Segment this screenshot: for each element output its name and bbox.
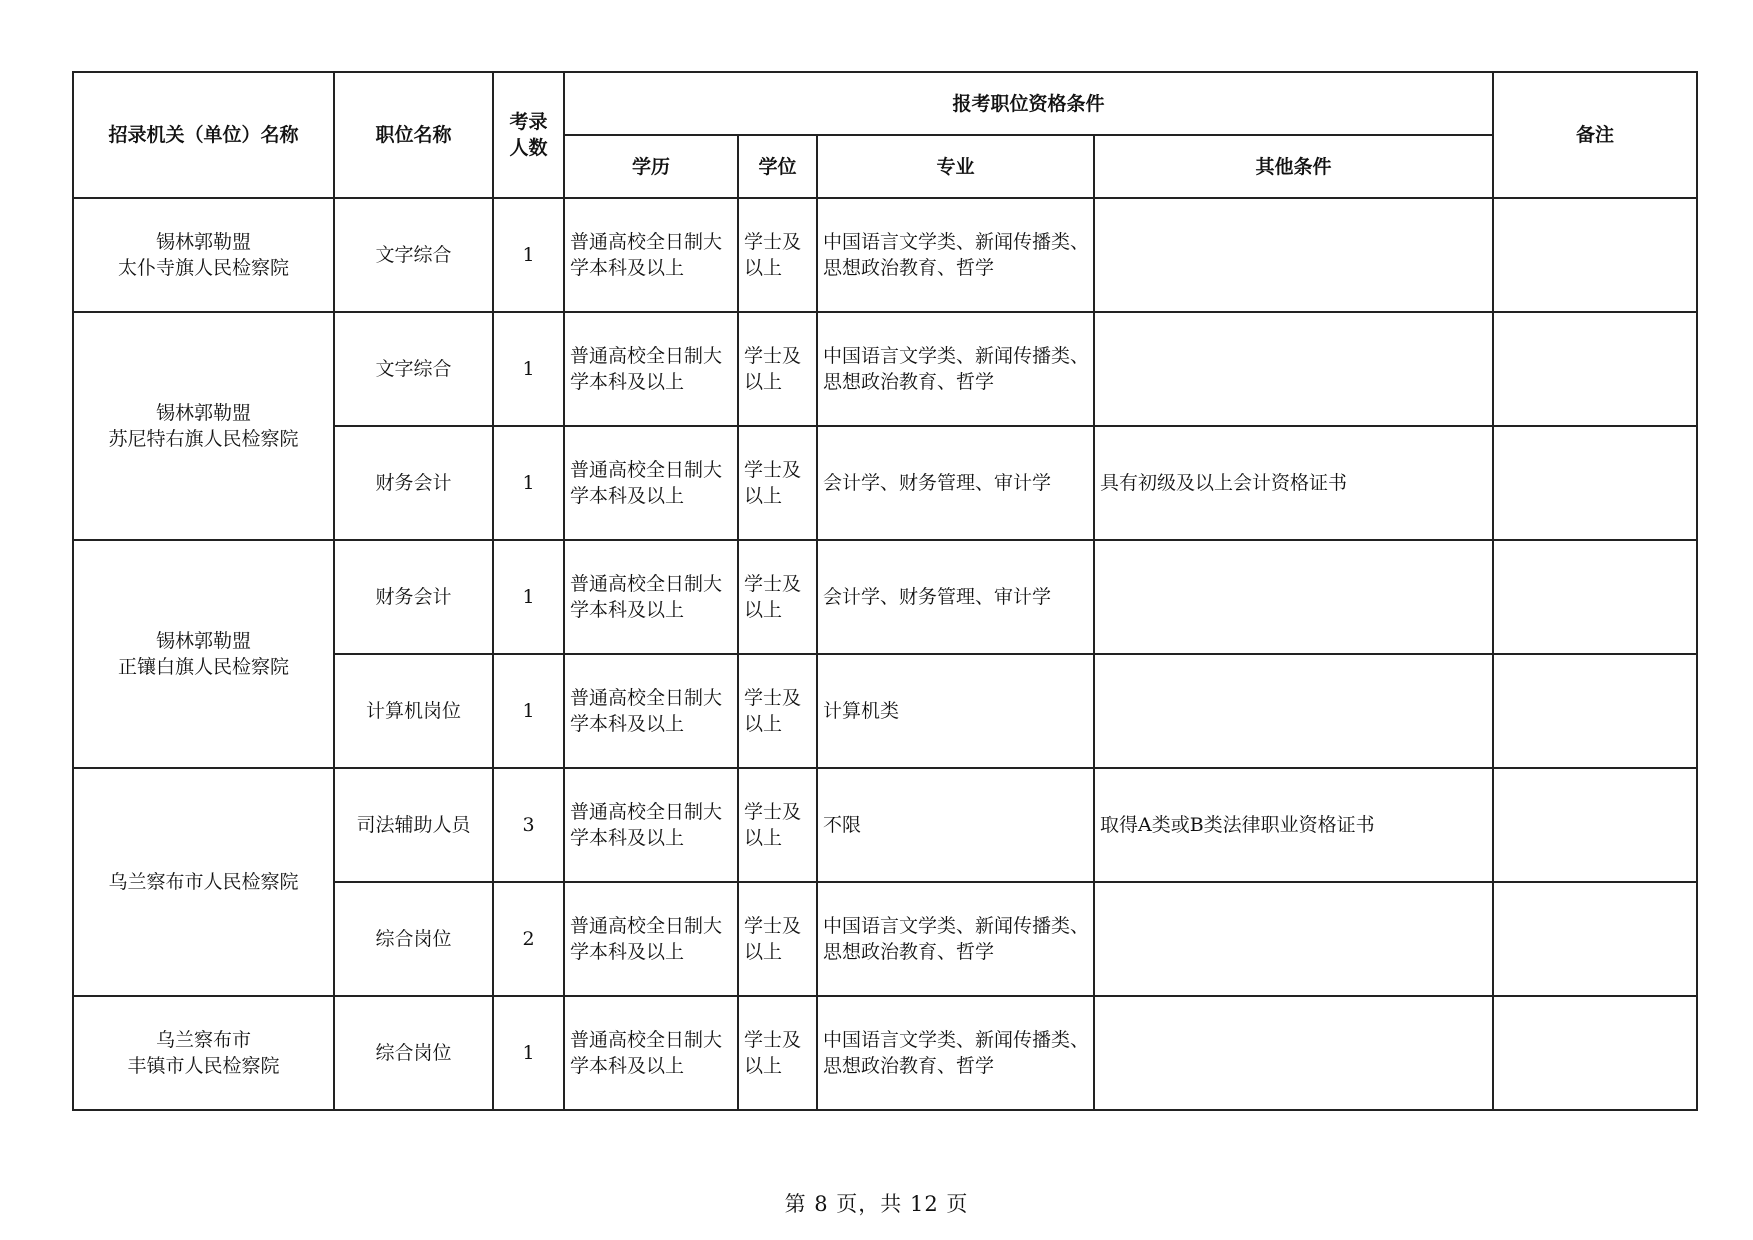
header-count: 考录 人数 bbox=[493, 72, 564, 198]
cell-remarks bbox=[1493, 768, 1697, 882]
cell-other: 取得A类或B类法律职业资格证书 bbox=[1094, 768, 1493, 882]
cell-count: 1 bbox=[493, 996, 564, 1110]
cell-position: 财务会计 bbox=[334, 540, 493, 654]
cell-count: 3 bbox=[493, 768, 564, 882]
cell-unit: 锡林郭勒盟 正镶白旗人民检察院 bbox=[73, 540, 334, 768]
cell-other bbox=[1094, 312, 1493, 426]
cell-degree: 学士及以上 bbox=[738, 426, 817, 540]
cell-degree: 学士及以上 bbox=[738, 996, 817, 1110]
header-position: 职位名称 bbox=[334, 72, 493, 198]
page-footer: 第 8 页，共 12 页 bbox=[784, 1192, 969, 1216]
cell-major: 中国语言文学类、新闻传播类、思想政治教育、哲学 bbox=[817, 198, 1094, 312]
cell-count: 1 bbox=[493, 654, 564, 768]
header-major: 专业 bbox=[817, 135, 1094, 198]
cell-degree: 学士及以上 bbox=[738, 198, 817, 312]
cell-other bbox=[1094, 540, 1493, 654]
header-other: 其他条件 bbox=[1094, 135, 1493, 198]
cell-position: 文字综合 bbox=[334, 312, 493, 426]
cell-unit: 锡林郭勒盟 苏尼特右旗人民检察院 bbox=[73, 312, 334, 540]
header-unit: 招录机关（单位）名称 bbox=[73, 72, 334, 198]
table-row bbox=[73, 540, 1697, 654]
cell-position: 计算机岗位 bbox=[334, 654, 493, 768]
cell-remarks bbox=[1493, 882, 1697, 996]
table-row bbox=[73, 198, 1697, 312]
cell-major: 中国语言文学类、新闻传播类、思想政治教育、哲学 bbox=[817, 312, 1094, 426]
cell-major: 中国语言文学类、新闻传播类、思想政治教育、哲学 bbox=[817, 996, 1094, 1110]
cell-major: 会计学、财务管理、审计学 bbox=[817, 426, 1094, 540]
cell-unit: 乌兰察布市人民检察院 bbox=[73, 768, 334, 996]
cell-major: 计算机类 bbox=[817, 654, 1094, 768]
cell-position: 司法辅助人员 bbox=[334, 768, 493, 882]
cell-education: 普通高校全日制大学本科及以上 bbox=[564, 540, 738, 654]
cell-unit: 乌兰察布市 丰镇市人民检察院 bbox=[73, 996, 334, 1110]
cell-position: 综合岗位 bbox=[334, 882, 493, 996]
cell-major: 不限 bbox=[817, 768, 1094, 882]
cell-other bbox=[1094, 996, 1493, 1110]
cell-education: 普通高校全日制大学本科及以上 bbox=[564, 312, 738, 426]
cell-education: 普通高校全日制大学本科及以上 bbox=[564, 198, 738, 312]
cell-other bbox=[1094, 882, 1493, 996]
cell-position: 财务会计 bbox=[334, 426, 493, 540]
header-remarks: 备注 bbox=[1493, 72, 1697, 198]
cell-count: 2 bbox=[493, 882, 564, 996]
header-education: 学历 bbox=[564, 135, 738, 198]
cell-education: 普通高校全日制大学本科及以上 bbox=[564, 882, 738, 996]
cell-remarks bbox=[1493, 312, 1697, 426]
cell-remarks bbox=[1493, 198, 1697, 312]
cell-count: 1 bbox=[493, 312, 564, 426]
cell-remarks bbox=[1493, 654, 1697, 768]
cell-count: 1 bbox=[493, 426, 564, 540]
cell-other bbox=[1094, 198, 1493, 312]
table-row bbox=[73, 996, 1697, 1110]
cell-degree: 学士及以上 bbox=[738, 882, 817, 996]
header-row-1 bbox=[73, 72, 1697, 135]
cell-degree: 学士及以上 bbox=[738, 768, 817, 882]
cell-education: 普通高校全日制大学本科及以上 bbox=[564, 654, 738, 768]
cell-degree: 学士及以上 bbox=[738, 654, 817, 768]
cell-major: 中国语言文学类、新闻传播类、思想政治教育、哲学 bbox=[817, 882, 1094, 996]
cell-education: 普通高校全日制大学本科及以上 bbox=[564, 426, 738, 540]
table-row bbox=[73, 768, 1697, 882]
table-row bbox=[73, 312, 1697, 426]
cell-other bbox=[1094, 654, 1493, 768]
cell-major: 会计学、财务管理、审计学 bbox=[817, 540, 1094, 654]
cell-other: 具有初级及以上会计资格证书 bbox=[1094, 426, 1493, 540]
cell-count: 1 bbox=[493, 198, 564, 312]
cell-degree: 学士及以上 bbox=[738, 540, 817, 654]
cell-remarks bbox=[1493, 996, 1697, 1110]
cell-position: 文字综合 bbox=[334, 198, 493, 312]
header-qualifications: 报考职位资格条件 bbox=[564, 72, 1493, 135]
cell-count: 1 bbox=[493, 540, 564, 654]
cell-remarks bbox=[1493, 426, 1697, 540]
recruitment-table bbox=[72, 71, 1698, 1111]
header-degree: 学位 bbox=[738, 135, 817, 198]
cell-degree: 学士及以上 bbox=[738, 312, 817, 426]
cell-unit: 锡林郭勒盟 太仆寺旗人民检察院 bbox=[73, 198, 334, 312]
cell-education: 普通高校全日制大学本科及以上 bbox=[564, 768, 738, 882]
cell-remarks bbox=[1493, 540, 1697, 654]
cell-education: 普通高校全日制大学本科及以上 bbox=[564, 996, 738, 1110]
cell-position: 综合岗位 bbox=[334, 996, 493, 1110]
